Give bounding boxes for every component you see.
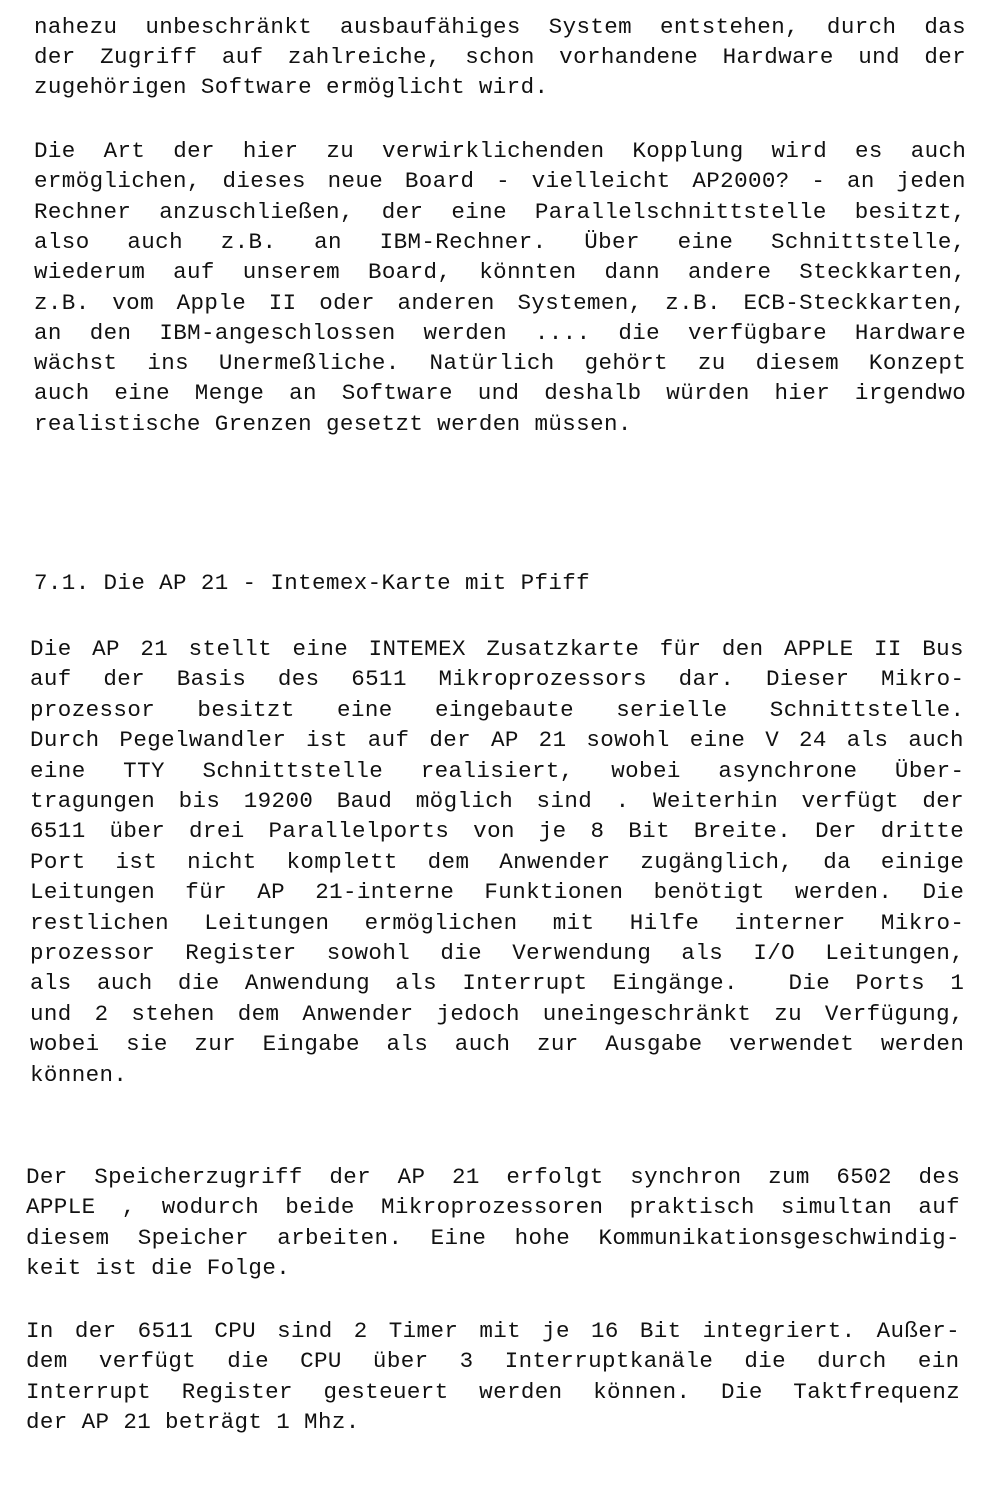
text-line: eine TTY Schnittstelle realisiert, wobei asynchrone Über- — [30, 757, 965, 784]
text-line: ermöglichen, dieses neue Board - vielleicht AP2000? - an jeden — [34, 168, 966, 195]
text-line: diesem Speicher arbeiten. Eine hohe Kommunikationsgeschwindig- — [26, 1224, 960, 1251]
text-line: der Zugriff auf zahlreiche, schon vorhandene Hardware und der — [34, 44, 967, 71]
text-line: Der Speicherzugriff der AP 21 erfolgt synchron zum 6502 des — [26, 1164, 961, 1190]
text-line: der AP 21 beträgt 1 Mhz. — [26, 1408, 360, 1435]
text-line: In der 6511 CPU sind 2 Timer mit je 16 Bit integriert. Außer- — [26, 1318, 961, 1344]
text-line: können. — [30, 1061, 128, 1088]
text-line: keit ist die Folge. — [26, 1254, 291, 1281]
text-line: Die AP 21 stellt eine INTEMEX Zusatzkarte für den APPLE II Bus — [30, 636, 964, 662]
text-line: auf der Basis des 6511 Mikroprozessors dar. Dieser Mikro- — [30, 666, 965, 693]
text-line: realistische Grenzen gesetzt werden müssen. — [34, 410, 632, 437]
text-line: zugehörigen Software ermöglicht wird. — [34, 74, 549, 101]
text-line: wobei sie zur Eingabe als auch zur Ausgabe verwendet werden — [30, 1031, 965, 1058]
text-line: Port ist nicht komplett dem Anwender zugänglich, da einige — [30, 848, 965, 875]
text-line: Die Art der hier zu verwirklichenden Kopplung wird es auch — [34, 138, 967, 164]
text-line: restlichen Leitungen ermöglichen mit Hilfe interner Mikro- — [30, 909, 965, 936]
section-heading: 7.1. Die AP 21 - Intemex-Karte mit Pfiff — [34, 570, 591, 596]
text-line: 6511 über drei Parallelports von je 8 Bit Breite. Der dritte — [30, 818, 965, 845]
text-line: als auch die Anwendung als Interrupt Eingänge. Die Ports 1 — [30, 970, 965, 997]
text-line: nahezu unbeschränkt ausbaufähiges System entstehen, durch das — [34, 14, 967, 40]
text-line: also auch z.B. an IBM-Rechner. Über eine Schnittstelle, — [34, 228, 966, 255]
text-line: prozessor besitzt eine eingebaute serielle Schnittstelle. — [30, 696, 965, 723]
text-line: Interrupt Register gesteuert werden können. Die Taktfrequenz — [26, 1378, 961, 1405]
text-line: Rechner anzuschließen, der eine Parallelschnittstelle besitzt, — [34, 198, 966, 225]
text-line: APPLE , wodurch beide Mikroprozessoren praktisch simultan auf — [26, 1194, 961, 1221]
text-line: tragungen bis 19200 Baud möglich sind . Weiterhin verfügt der — [30, 788, 965, 814]
text-line: wiederum auf unserem Board, könnten dann andere Steckkarten, — [34, 259, 967, 286]
text-line: Durch Pegelwandler ist auf der AP 21 sowohl eine V 24 als auch — [30, 727, 964, 754]
text-line: wächst ins Unermeßliche. Natürlich gehört zu diesem Konzept — [34, 350, 967, 377]
text-line: z.B. vom Apple II oder anderen Systemen, z.B. ECB-Steckkarten, — [34, 289, 966, 316]
text-line: an den IBM-angeschlossen werden .... die verfügbare Hardware — [34, 319, 967, 346]
text-line: auch eine Menge an Software und deshalb würden hier irgendwo — [34, 380, 967, 407]
text-line: und 2 stehen dem Anwender jedoch uneingeschränkt zu Verfügung, — [30, 1000, 964, 1027]
text-line: prozessor Register sowohl die Verwendung als I/O Leitungen, — [30, 940, 965, 966]
text-line: dem verfügt die CPU über 3 Interruptkanäle die durch ein — [26, 1348, 960, 1375]
text-line: Leitungen für AP 21-interne Funktionen benötigt werden. Die — [30, 879, 965, 906]
